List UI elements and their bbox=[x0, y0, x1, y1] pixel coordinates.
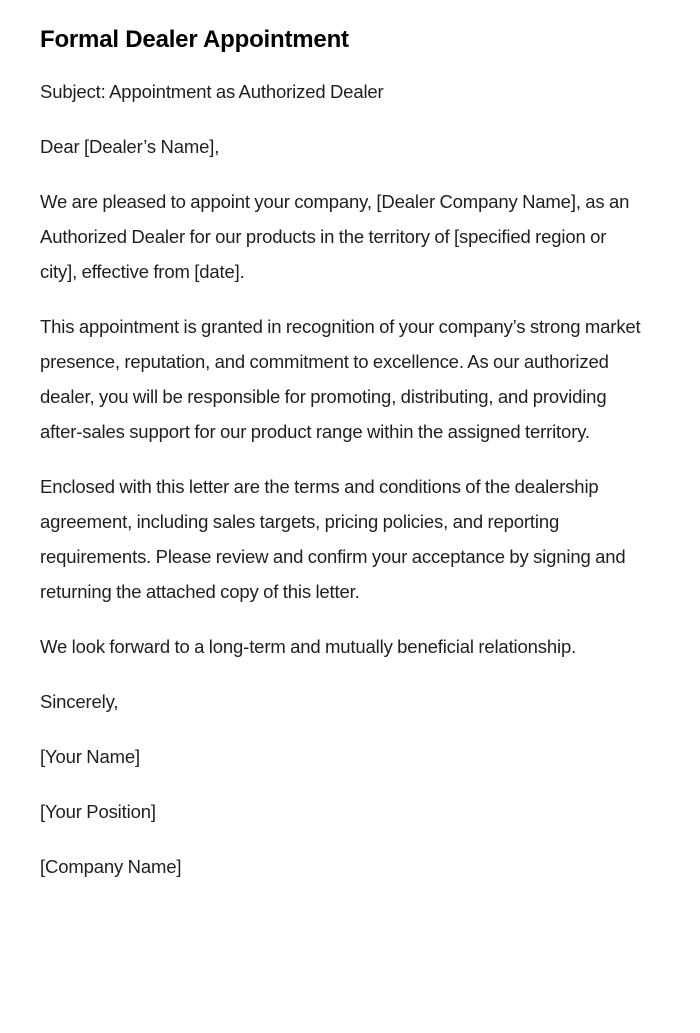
body-paragraph-2: This appointment is granted in recognition of your company’s strong market presence, reputation, and commitment to excellence. As our authorized dealer, you will be responsible for promoting, distributing, and providing after-sales support for our product range within the assigned territory. bbox=[40, 316, 641, 442]
signature-name-placeholder: [Your Name] bbox=[40, 746, 140, 767]
signature-company-placeholder: [Company Name] bbox=[40, 856, 182, 877]
signature-position-placeholder: [Your Position] bbox=[40, 801, 156, 822]
subject-line: Subject: Appointment as Authorized Dealer bbox=[40, 81, 384, 102]
sign-off: Sincerely, bbox=[40, 691, 119, 712]
body-paragraph-1: We are pleased to appoint your company, [Dealer Company Name], as an Authorized Dealer for our products in the territory of [specified region or city], effective from [date]. bbox=[40, 191, 630, 282]
document-title: Formal Dealer Appointment bbox=[40, 26, 349, 53]
closing-paragraph: We look forward to a long-term and mutually beneficial relationship. bbox=[40, 636, 577, 657]
salutation: Dear [Dealer’s Name], bbox=[40, 136, 220, 157]
body-paragraph-3: Enclosed with this letter are the terms and conditions of the dealership agreement, including sales targets, pricing policies, and reporting requirements. Please review and confirm your acceptance by signing and returning the attached copy of this letter. bbox=[40, 476, 626, 602]
